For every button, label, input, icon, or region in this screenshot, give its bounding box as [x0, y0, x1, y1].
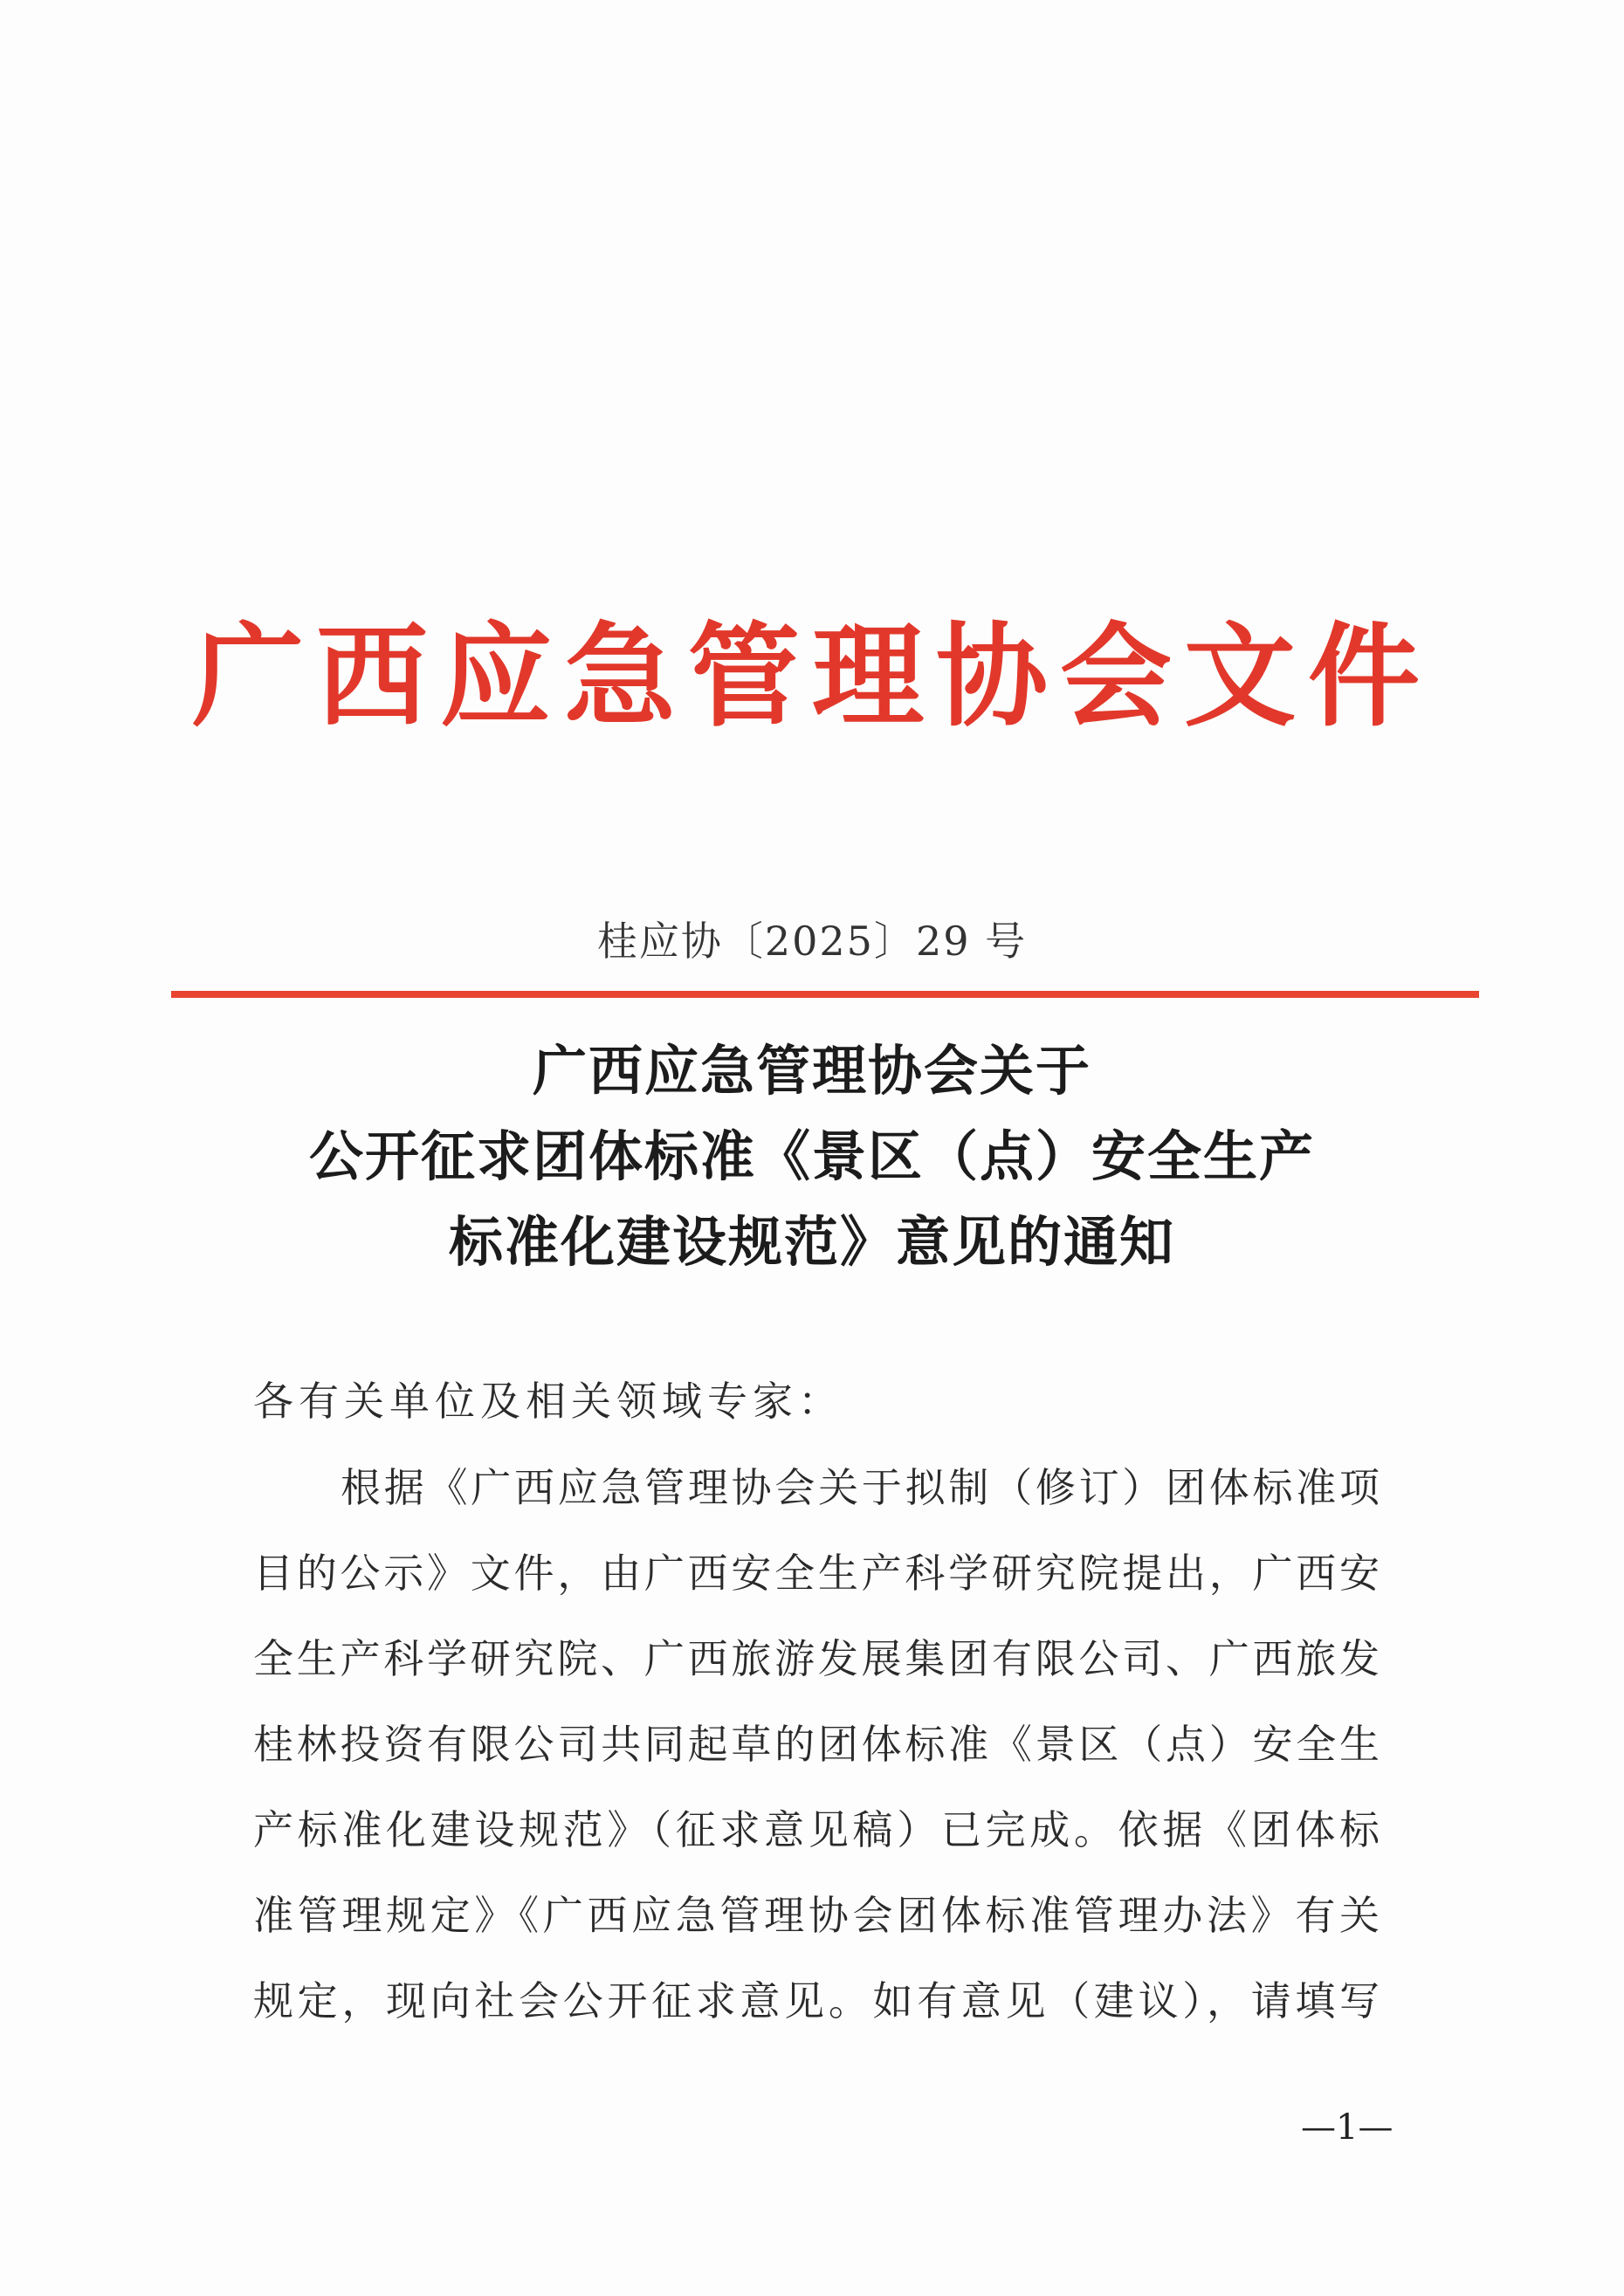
title-line: 标准化建设规范》意见的通知 [448, 1210, 1175, 1274]
title-line: 广西应急管理协会关于 [532, 1039, 1091, 1103]
body-line: 根据《广西应急管理协会关于拟制（修订）团体标准项 [341, 1464, 1380, 1511]
body-paragraph [253, 1445, 1380, 2044]
body-line: 桂林投资有限公司共同起草的团体标准《景区（点）安全生 [253, 1721, 1380, 1768]
body-line: 准管理规定》《广西应急管理协会团体标准管理办法》有关 [253, 1892, 1380, 1939]
body-line: 目的公示》文件，由广西安全生产科学研究院提出，广西安 [253, 1550, 1380, 1597]
body-line: 规定，现向社会公开征求意见。如有意见（建议），请填写 [253, 1977, 1380, 2024]
document-number: 桂应协〔2025〕29 号 [596, 918, 1028, 965]
body-line: 产标准化建设规范》（征求意见稿）已完成。依据《团体标 [253, 1806, 1380, 1853]
title-line: 公开征求团体标准《景区（点）安全生产 [308, 1124, 1315, 1188]
page-number: —1— [1301, 2107, 1393, 2148]
body-line: 全生产科学研究院、广西旅游发展集团有限公司、广西旅发 [253, 1635, 1380, 1682]
red-divider-line [171, 991, 1479, 998]
masthead-title: 广西应急管理协会文件 [191, 611, 1432, 742]
salutation: 各有关单位及相关领域专家： [253, 1378, 843, 1425]
notice-title [0, 1028, 1624, 1285]
